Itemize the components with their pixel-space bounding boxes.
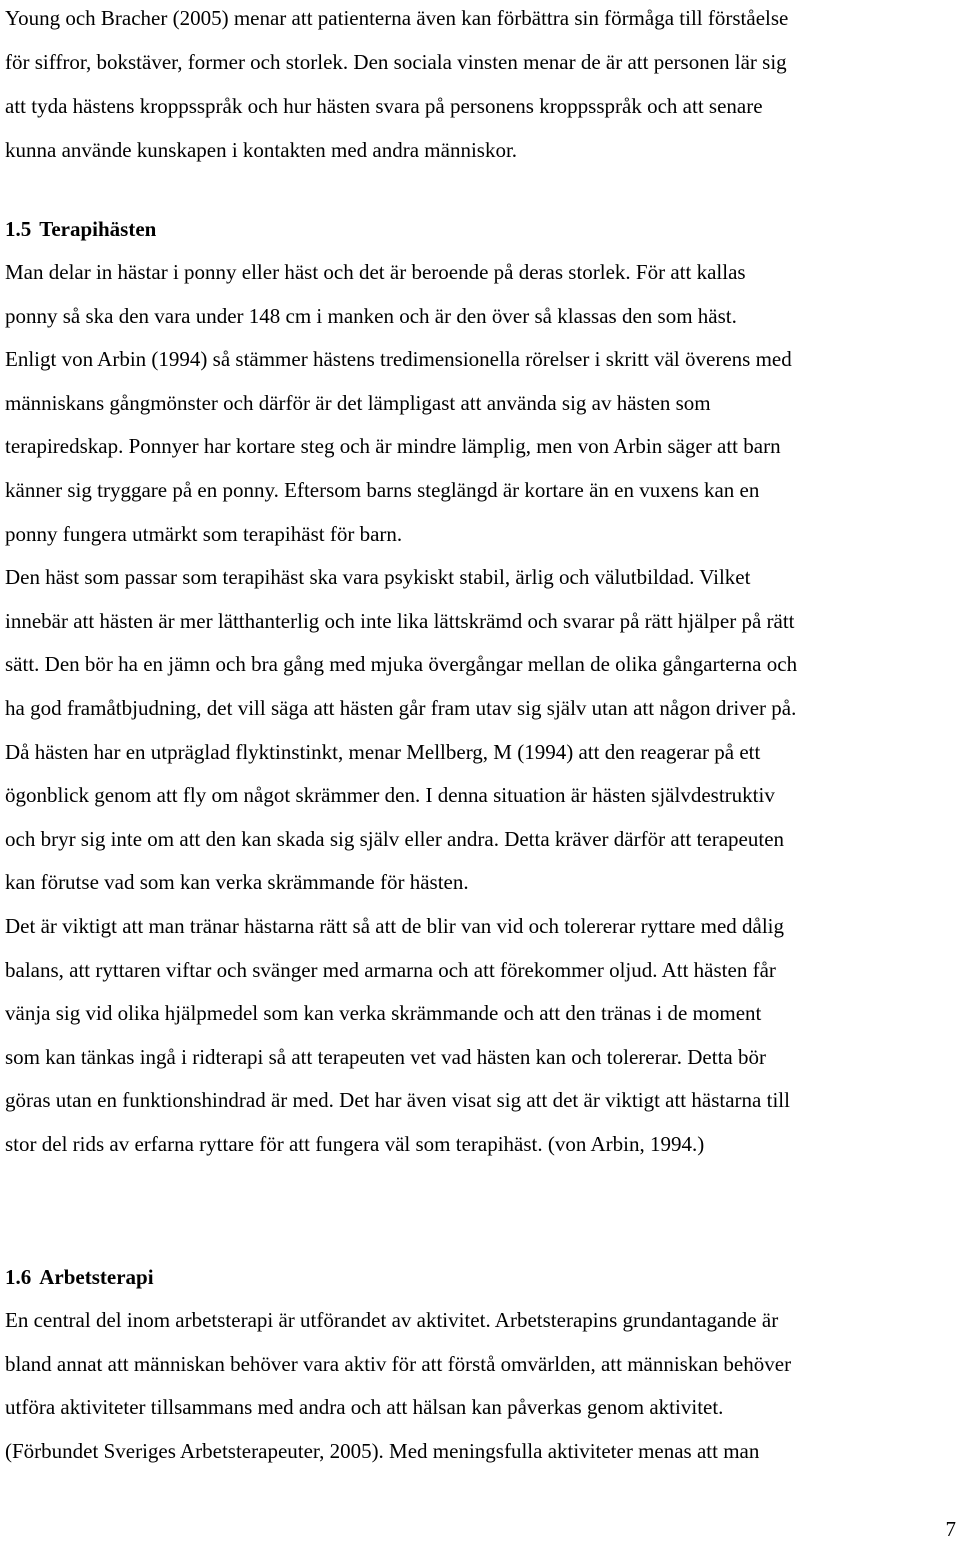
intro-paragraph [5, 0, 960, 176]
section-number: 1.6 [5, 1265, 32, 1289]
text-line: känner sig tryggare på en ponny. Eftersom barns steglängd är kortare än en vuxens kan en [5, 477, 760, 502]
text-line: för siffror, bokstäver, former och storlek. Den sociala vinsten menar de är att personen lär sig [5, 50, 787, 74]
text-line: Då hästen har en utpräglad flyktinstinkt, menar Mellberg, M (1994) att den reagerar på ett [5, 739, 761, 764]
text-line: vänja sig vid olika hjälpmedel som kan verka skrämmande och att den tränas i de moment [5, 1001, 762, 1026]
text-line: människans gångmönster och därför är det lämpligast att använda sig av hästen som [5, 390, 711, 415]
text-line: (Förbundet Sveriges Arbetsterapeuter, 2005). Med meningsfulla aktiviteter menas att man [5, 1438, 760, 1463]
section-heading-1-5 [5, 215, 156, 243]
text-line: sätt. Den bör ha en jämn och bra gång med mjuka övergångar mellan de olika gångarterna och [5, 652, 798, 677]
text-line: bland annat att människan behöver vara aktiv för att förstå omvärlden, att människan behöver [5, 1351, 792, 1376]
text-line: ponny så ska den vara under 148 cm i manken och är den över så klassas den som häst. [5, 303, 737, 328]
section-title: Arbetsterapi [39, 1265, 154, 1289]
text-line: Young och Bracher (2005) menar att patienterna även kan förbättra sin förmåga till förståelse [5, 6, 789, 30]
page-number: 7 [945, 1517, 956, 1541]
section-body-1-5 [5, 255, 960, 1170]
text-line: innebär att hästen är mer lätthanterlig och inte lika lättskrämd och svarar på rätt hjälper på rätt [5, 608, 795, 633]
text-line: terapiredskap. Ponnyer har kortare steg och är mindre lämplig, men von Arbin säger att barn [5, 434, 781, 459]
text-line: kan förutse vad som kan verka skrämmande för hästen. [5, 870, 469, 895]
text-line: Det är viktigt att man tränar hästarna rätt så att de blir van vid och tolererar ryttare med dålig [5, 913, 785, 938]
text-line: stor del rids av erfarna ryttare för att fungera väl som terapihäst. (von Arbin, 1994.) [5, 1131, 705, 1156]
text-line: som kan tänkas ingå i ridterapi så att terapeuten vet vad hästen kan och tolererar. Detta bör [5, 1044, 766, 1069]
section-body-1-6 [5, 1303, 960, 1477]
text-line: att tyda hästens kroppsspråk och hur hästen svara på personens kroppsspråk och att senare [5, 94, 763, 118]
text-line: Enligt von Arbin (1994) så stämmer hästens tredimensionella rörelser i skritt väl överens med [5, 347, 792, 372]
section-heading-1-6 [5, 1263, 154, 1291]
text-line: göras utan en funktionshindrad är med. Det har även visat sig att det är viktigt att hästarna till [5, 1088, 790, 1113]
text-line: ögonblick genom att fly om något skrämmer den. I denna situation är hästen självdestruktiv [5, 783, 775, 808]
text-line: utföra aktiviteter tillsammans med andra och att hälsan kan påverkas genom aktivitet. [5, 1395, 724, 1420]
text-line: Man delar in hästar i ponny eller häst och det är beroende på deras storlek. För att kallas [5, 260, 746, 284]
text-line: balans, att ryttaren viftar och svänger med armarna och att förekommer oljud. Att hästen får [5, 957, 776, 982]
text-line: En central del inom arbetsterapi är utförandet av aktivitet. Arbetsterapins grundantagande är [5, 1308, 779, 1332]
section-number: 1.5 [5, 217, 32, 241]
text-line: ponny fungera utmärkt som terapihäst för barn. [5, 521, 403, 546]
text-line: Den häst som passar som terapihäst ska vara psykiskt stabil, ärlig och välutbildad. Vilket [5, 565, 751, 590]
section-title: Terapihästen [39, 217, 157, 241]
text-line: ha god framåtbjudning, det vill säga att hästen går fram utav sig själv utan att någon driver på. [5, 695, 797, 720]
text-line: och bryr sig inte om att den kan skada sig själv eller andra. Detta kräver därför att terapeuten [5, 826, 785, 851]
text-line: kunna använde kunskapen i kontakten med andra människor. [5, 138, 518, 162]
